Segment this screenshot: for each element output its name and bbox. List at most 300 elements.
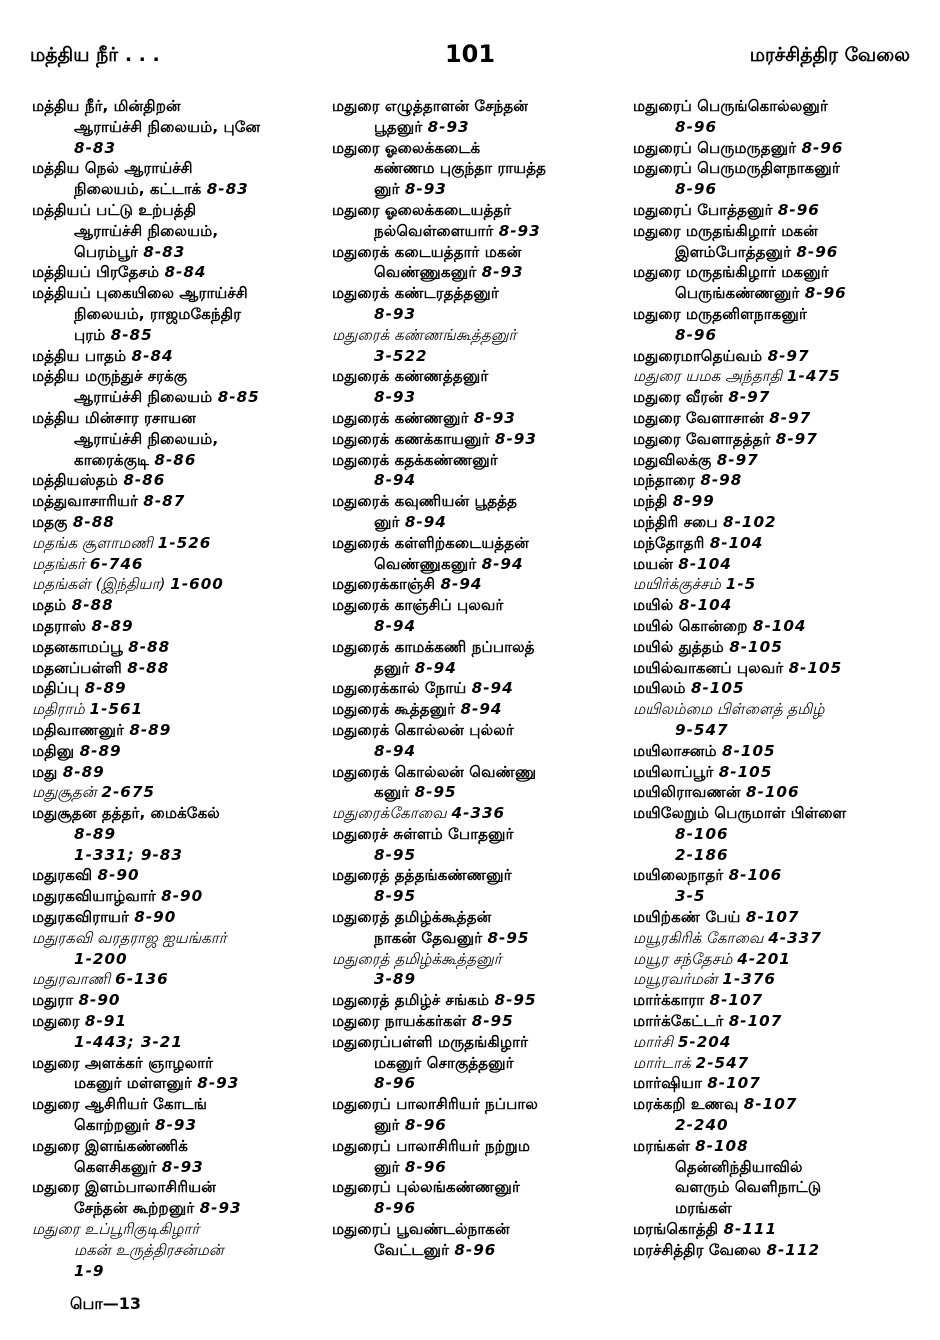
entry-page-ref: 1-443; 3-21 [74,1032,183,1051]
index-entry [32,699,297,720]
index-entry [633,699,923,741]
entry-page-ref: 8-105 [729,637,783,656]
entry-text: மதுரை மருதங்கிழார் மகன் [633,221,818,240]
index-entry [332,1011,617,1032]
index-entry [633,637,923,658]
entry-text: மதுரைப்பள்ளி மருதங்கிழார் [332,1032,529,1051]
entry-page-ref: 8-97 [769,408,812,427]
entry-text: பெரம்பூர் [74,242,138,261]
entry-term [32,574,297,595]
entry-page-ref: 8-107 [728,1012,783,1031]
entry-text: மகனுர் மள்ளனுர் [74,1074,192,1093]
entry-term [332,1011,617,1032]
entry-term [332,366,617,387]
entry-term [332,824,617,845]
index-entry [633,1011,923,1032]
entry-text: மரச்சித்திர வேலை [633,1240,762,1259]
entry-term [332,762,617,783]
entry-page-ref: 8-90 [134,908,177,927]
entry-term [32,741,297,762]
entry-term [332,595,617,616]
entry-text: மதுரைத் தத்தங்கண்ணனுர் [332,866,512,885]
index-entry [32,1053,297,1095]
entry-continuation [633,824,923,845]
entry-text: மத்தியப் புகையிலை ஆராய்ச்சி [32,284,248,303]
entry-page-ref: 8-93 [199,1199,242,1218]
index-entry [32,741,297,762]
entry-text: இளம்போத்தனுர் [675,242,792,261]
index-entry [332,990,617,1011]
entry-page-ref: 8-105 [722,741,776,760]
entry-text: மரங்கள் [633,1136,690,1155]
index-entry [32,907,297,928]
entry-continuation [332,845,617,866]
entry-text: மதுரைக் கூத்தனுர் [332,700,456,719]
index-entry [633,762,923,783]
entry-text: மயிலேறும் பெருமாள் பிள்ளை [633,804,847,823]
entry-term [633,158,923,179]
entry-page-ref: 8-93 [374,388,417,407]
entry-page-ref: 8-99 [672,492,715,511]
entry-text: மந்தி [633,492,668,511]
entry-page-ref: 8-104 [678,596,733,615]
entry-term [332,803,617,824]
entry-term [32,616,297,637]
entry-continuation [32,138,297,159]
entry-text: மதுரைப் புல்லங்கண்ணனுர் [332,1178,520,1197]
entry-continuation [32,845,297,866]
entry-text: மயூரகிரிக் கோவை [633,928,764,947]
entry-continuation [32,429,297,450]
entry-term [332,1136,617,1157]
entry-text: நிலையம், கட்டாக் [74,180,202,199]
entry-text: மதுரைக் கண்டரதத்தனுர் [332,284,499,303]
entry-continuation [332,928,617,949]
entry-term [332,200,617,221]
entry-page-ref: 4-336 [451,804,506,823]
entry-page-ref: 8-96 [675,117,718,136]
entry-term [32,595,297,616]
entry-continuation [633,720,923,741]
index-entry [633,512,923,533]
entry-text: சேந்தன் கூற்றனுர் [74,1199,195,1218]
entry-text: மதுரைக்கோவை [332,804,447,823]
entry-page-ref: 8-91 [84,1012,127,1031]
entry-text: பூதனுர் [374,117,423,136]
entry-page-ref: 8-105 [788,658,843,677]
entry-term [633,949,923,970]
index-entry [633,408,923,429]
entry-page-ref: 6-136 [115,970,169,989]
entry-text: மதுரைத் தமிழ்ச் சங்கம் [332,991,490,1010]
entry-term [633,1053,923,1074]
entry-page-ref: 4-201 [737,949,791,968]
index-entry [32,1219,297,1281]
index-entry [633,96,923,138]
entry-text: மதுரைப் போத்தனுர் [633,200,773,219]
entry-page-ref: 8-88 [71,596,114,615]
index-entry [332,824,617,866]
entry-term [633,1136,923,1157]
entry-continuation [32,1032,297,1053]
entry-text: மத்திய நெல் ஆராய்ச்சி [32,159,193,178]
entry-term [633,221,923,242]
entry-term [633,96,923,117]
entry-term [633,387,923,408]
index-entry [32,283,297,345]
index-entry [633,158,923,200]
entry-term [633,928,923,949]
entry-text: மதங்கள் (இந்தியா) [32,575,166,594]
entry-text: மதுரகவியாழ்வார் [32,887,156,906]
entry-term [32,200,297,221]
entry-term [633,741,923,762]
entry-page-ref: 8-105 [718,762,773,781]
entry-text: மதுரைக் கொல்லன் புல்லர் [332,720,514,739]
entry-term [332,1094,617,1115]
entry-term [32,762,297,783]
entry-term [633,1011,923,1032]
entry-term [633,533,923,554]
index-entry [633,491,923,512]
entry-text: மத்திய மின்சார ரசாயன [32,408,196,427]
entry-text: ஆராய்ச்சி நிலையம், [74,221,219,240]
entry-text: மயிர்க்குச்சம் [633,575,721,594]
entry-page-ref: 8-87 [143,492,186,511]
index-entry [332,637,617,679]
entry-term [332,408,617,429]
index-entry [633,450,923,471]
entry-page-ref: 8-96 [404,1157,447,1176]
entry-page-ref: 8-93 [427,117,470,136]
index-entry [32,720,297,741]
entry-term [32,512,297,533]
entry-page-ref: 2-186 [675,845,729,864]
entry-continuation [332,1073,617,1094]
entry-page-ref: 2-547 [695,1053,750,1072]
entry-text: வேட்டனுர் [374,1240,450,1259]
index-entry [633,678,923,699]
index-entry [633,304,923,346]
entry-text: மந்தோதரி [633,533,705,552]
index-entry [633,200,923,221]
index-entry [332,865,617,907]
entry-continuation [633,845,923,866]
entry-continuation [332,1157,617,1178]
entry-text: மதுரகவி வரதராஜ ஐயங்கார் [32,928,227,947]
index-entry [332,803,617,824]
entry-term [633,138,923,159]
entry-text: மயில் துத்தம் [633,637,724,656]
entry-term [32,678,297,699]
entry-text: மயில் [633,596,674,615]
entry-term [32,283,297,304]
entry-text: மரங்கொத்தி [633,1220,719,1239]
index-entry [332,96,617,138]
entry-text: மயிலிராவணன் [633,783,741,802]
entry-text: மத்தியஸ்தம் [32,471,119,490]
entry-term [633,616,923,637]
entry-term [633,1219,923,1240]
index-entry [633,221,923,263]
index-entry [633,387,923,408]
entry-term [633,262,923,283]
entry-text: மதுரைச் சுள்ளம் போதனுர் [332,824,514,843]
entry-page-ref: 8-93 [197,1074,240,1093]
entry-continuation [633,242,923,263]
entry-page-ref: 3-5 [675,887,706,906]
entry-term [32,1053,297,1074]
index-entry [633,1219,923,1240]
entry-continuation [633,179,923,200]
entry-page-ref: 8-90 [97,866,140,885]
entry-term [32,262,297,283]
entry-text: மந்திரி சபை [633,512,718,531]
entry-text: மயூர சந்தேசம் [633,949,733,968]
index-entry [332,1136,617,1178]
entry-continuation [32,387,297,408]
entry-page-ref: 8-102 [723,512,777,531]
entry-term [32,366,297,387]
entry-page-ref: 8-93 [481,263,524,282]
entry-text: வெண்ணுகனுர் [374,263,477,282]
index-entry [332,242,617,284]
running-head-left: மத்திய நீர் . . . [30,44,160,66]
entry-term [633,574,923,595]
entry-continuation [332,554,617,575]
entry-page-ref: 8-96 [374,1074,417,1093]
entry-page-ref: 1-376 [722,970,776,989]
entry-term [32,782,297,803]
index-entry [332,678,617,699]
entry-text: மகனுர் சொகுத்தனுர் [374,1053,514,1072]
entry-term [633,200,923,221]
entry-term [633,554,923,575]
entry-text: மதுரைப் பாலாசிரியர் நற்றும [332,1136,531,1155]
entry-text: மதங்க சூளாமணி [32,533,153,552]
running-head-right: மரச்சித்திர வேலை [749,44,910,66]
entry-term [32,1011,297,1032]
entry-term [332,865,617,886]
entry-continuation [32,1073,297,1094]
entry-continuation [32,242,297,263]
entry-page-ref: 8-106 [745,783,800,802]
entry-text: மத்தியப் பிரதேசம் [32,263,160,282]
entry-page-ref: 8-94 [414,658,457,677]
entry-continuation [633,1157,923,1178]
index-entry [32,1136,297,1178]
entry-term [633,1032,923,1053]
entry-continuation [332,741,617,762]
entry-continuation [32,1261,297,1282]
entry-continuation [633,1115,923,1136]
entry-text: மதுரைக் காஞ்சிப் புலவர் [332,596,504,615]
entry-text: மதுரைக் கள்ளிற்கடையத்தன் [332,533,529,552]
entry-text: மது [32,762,58,781]
entry-term [332,949,617,970]
entry-page-ref: 3-89 [374,970,417,989]
entry-continuation [332,262,617,283]
entry-page-ref: 8-112 [766,1240,821,1259]
entry-term [332,1177,617,1198]
entry-text: தென்னிந்தியாவில் [675,1157,803,1176]
entry-term [633,491,923,512]
entry-text: மதுரை அளக்கர் ஞாழலார் [32,1053,214,1072]
entry-page-ref: 8-86 [123,471,166,490]
entry-text: மதுரைக் கதக்கண்ணனுர் [332,450,498,469]
index-entry [332,762,617,804]
entry-continuation [332,1198,617,1219]
entry-continuation [332,179,617,200]
entry-page-ref: 8-97 [728,388,771,407]
entry-term [32,969,297,990]
index-entry [633,595,923,616]
index-entry [32,512,297,533]
entry-page-ref: 1-561 [89,700,144,719]
entry-page-ref: 8-89 [62,762,105,781]
entry-page-ref: 8-96 [804,284,847,303]
entry-page-ref: 8-94 [481,554,524,573]
entry-page-ref: 8-95 [374,887,417,906]
entry-page-ref: 8-95 [487,928,530,947]
entry-text: மதிப்பு [32,679,80,698]
entry-term [332,138,617,159]
index-entry [633,429,923,450]
entry-text: மகன் உருத்திரசன்மன் [74,1240,224,1259]
index-entry [633,907,923,928]
entry-term [332,325,617,346]
index-entry [332,720,617,762]
entry-text: மயன் [633,554,673,573]
index-entry [32,158,297,200]
entry-term [332,574,617,595]
entry-continuation [32,824,297,845]
index-entry [633,1094,923,1136]
entry-term [32,470,297,491]
index-entry [32,990,297,1011]
entry-text: மார்டாக் [633,1053,691,1072]
entry-page-ref: 8-107 [709,991,764,1010]
entry-page-ref: 8-88 [127,658,170,677]
index-entry [633,346,923,367]
entry-term [332,1219,617,1240]
entry-page-ref: 8-88 [72,512,115,531]
entry-page-ref: 8-93 [155,1116,198,1135]
entry-text: னுர் [374,180,400,199]
entry-continuation [332,470,617,491]
entry-term [332,429,617,450]
index-entry [332,325,617,367]
index-entry [633,1240,923,1261]
entry-text: மதுரகவி [32,866,93,885]
entry-continuation [332,221,617,242]
index-entry [633,969,923,990]
entry-page-ref: 5-204 [677,1032,732,1051]
index-entry [633,1053,923,1074]
entry-continuation [32,1157,297,1178]
entry-term [32,1094,297,1115]
entry-page-ref: 8-96 [675,325,718,344]
index-entry [332,907,617,949]
entry-term [32,886,297,907]
entry-page-ref: 8-97 [767,346,810,365]
entry-term [332,283,617,304]
entry-text: மரங்கள் [675,1199,732,1218]
entry-page-ref: 8-95 [374,845,417,864]
entry-text: மதுரைக் கண்ணத்தனுர் [332,367,489,386]
entry-term [633,990,923,1011]
entry-text: கொற்றனுர் [74,1116,150,1135]
entry-continuation [332,969,617,990]
entry-text: மதுரை இளங்கண்ணிக் [32,1136,189,1155]
index-entry [332,1177,617,1219]
entry-page-ref: 8-83 [143,242,186,261]
entry-page-ref: 1-9 [74,1261,105,1280]
entry-page-ref: 8-107 [707,1074,761,1093]
entry-text: மார்ஷியா [633,1074,702,1093]
entry-term [633,1240,923,1261]
entry-text: மத்தியப் பட்டு உற்பத்தி [32,200,197,219]
entry-page-ref: 8-96 [801,138,844,157]
entry-text: மதிராம் [32,700,85,719]
entry-continuation [332,616,617,637]
entry-text: மயில் கொன்றை [633,616,748,635]
index-entry [32,865,297,886]
entry-text: தனுர் [374,658,410,677]
entry-term [32,158,297,179]
entry-page-ref: 8-93 [473,408,516,427]
index-entry [32,408,297,470]
entry-text: ஆராய்ச்சி நிலையம், புனே [74,117,261,136]
entry-page-ref: 8-89 [74,824,117,843]
entry-page-ref: 8-106 [675,824,729,843]
entry-term [633,595,923,616]
entry-page-ref: 8-83 [74,138,117,157]
entry-term [633,450,923,471]
entry-text: காரைக்குடி [74,450,150,469]
footer-signature: பொ—13 [70,1294,141,1313]
entry-text: மதுரை மருதங்கிழார் மகனுர் [633,263,829,282]
entry-continuation [32,1240,297,1261]
entry-text: மதுரை வேளாசான் [633,408,764,427]
index-entry [32,1177,297,1219]
entry-text: மதுரைப் பெருமருதிளநாகனுர் [633,159,840,178]
entry-text: மயூரவர்மன் [633,970,718,989]
entry-page-ref: 8-107 [745,908,800,927]
entry-term [332,678,617,699]
index-entry [633,1136,923,1219]
entry-text: மதுரைக் கவுணியன் பூதத்த [332,492,518,511]
entry-text: மார்க்கேட்டர் [633,1012,724,1031]
entry-continuation [32,949,297,970]
entry-continuation [32,179,297,200]
entry-text: மதுரை வேளாதத்தர் [633,429,771,448]
index-entry [32,262,297,283]
entry-text: மதினு [32,741,75,760]
index-entry [32,595,297,616]
entry-page-ref: 8-111 [723,1220,778,1239]
entry-continuation [32,117,297,138]
entry-term [32,699,297,720]
entry-page-ref: 8-95 [494,991,537,1010]
entry-term [32,658,297,679]
entry-term [332,699,617,720]
index-entry [633,990,923,1011]
index-entry [332,949,617,991]
index-entry [32,96,297,158]
index-entry [633,865,923,907]
index-entry [32,886,297,907]
